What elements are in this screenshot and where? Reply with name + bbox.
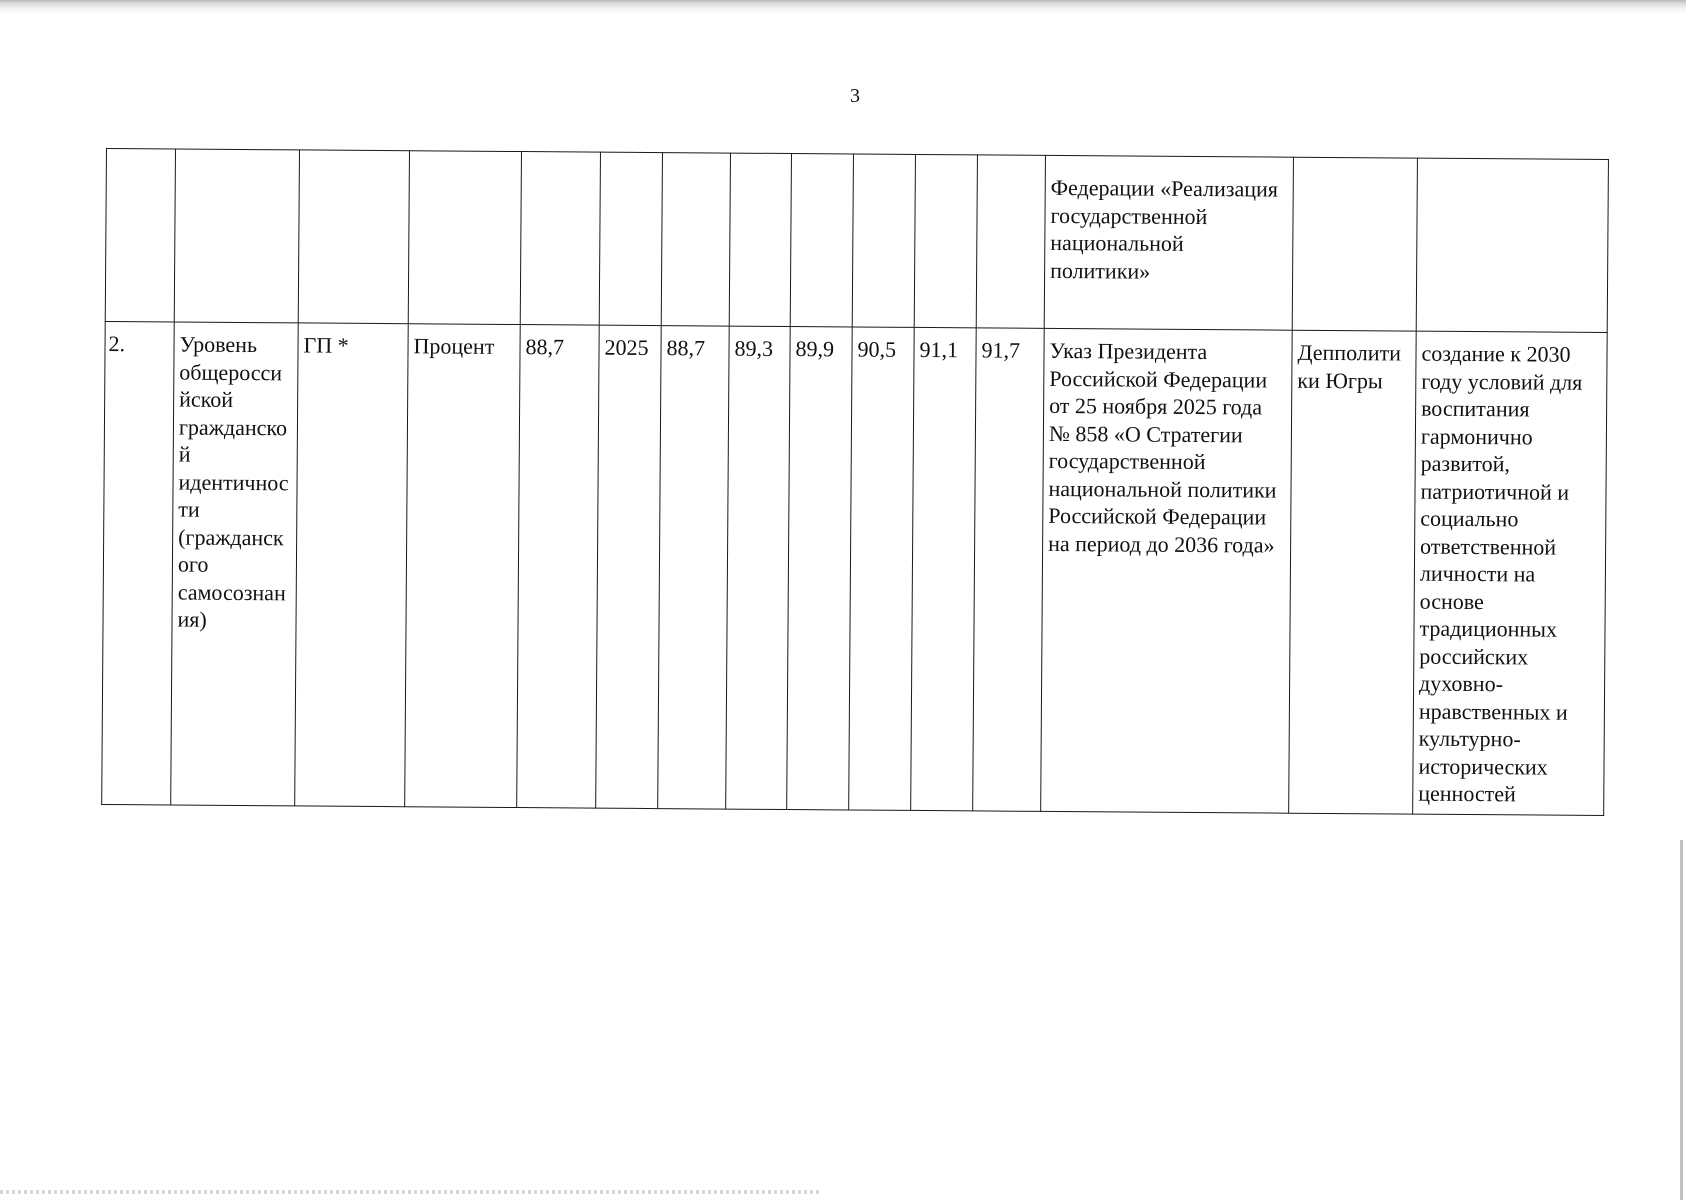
cell-value [852,154,915,327]
value-cell: 89,3 [726,326,791,809]
table-row [102,321,1608,815]
basis-document: Указ Президента Российской Федерации от 25 ноября 2025 года № 858 «О Стратегии государственной национальной политики Российской Федерации на период до 2036 года» [1041,328,1293,813]
responsible-body: Депполитики Югры [1289,330,1417,814]
cell-responsible [1292,157,1417,331]
row-number: 2. [102,321,175,804]
value-cell: 91,7 [973,328,1045,811]
cell-value [661,153,730,326]
indicator-name: Уровень общероссийской гражданской идентичности (гражданского самосознания) [171,322,299,806]
scan-edge-bottom [0,1190,820,1194]
base-value: 88,7 [517,325,600,809]
value-cell: 91,1 [911,327,977,810]
indicator-level: ГП * [295,323,409,807]
cell-unit [408,151,521,325]
cell-goal [1416,158,1608,332]
goal-text: создание к 2030 году условий для воспитания гармонично развитой, патриотичной и социально ответственной личности на основе традиционных российских духовно-нравственных и культурно-исторических ценностей [1413,331,1608,815]
cell-base-year [599,152,662,325]
scan-edge-right [1680,840,1683,1200]
unit-of-measure: Процент [405,324,521,808]
indicators-table [101,148,1609,816]
cell-value [790,154,853,327]
cell-number [105,149,175,323]
page-number: 3 [850,85,860,107]
cell-value [914,154,977,327]
cell-basis-document: Федерации «Реализация государственной национальной политики» [1044,155,1293,330]
value-cell: 88,7 [658,326,730,809]
cell-indicator [174,149,299,323]
value-cell: 89,9 [787,327,853,810]
cell-value [976,155,1045,328]
value-cell: 90,5 [849,327,915,810]
table-row-continuation [105,149,1608,333]
scan-edge-top [0,0,1686,14]
cell-base-value [520,152,600,326]
cell-level [298,150,409,324]
base-year: 2025 [596,325,662,808]
cell-value [729,153,791,326]
